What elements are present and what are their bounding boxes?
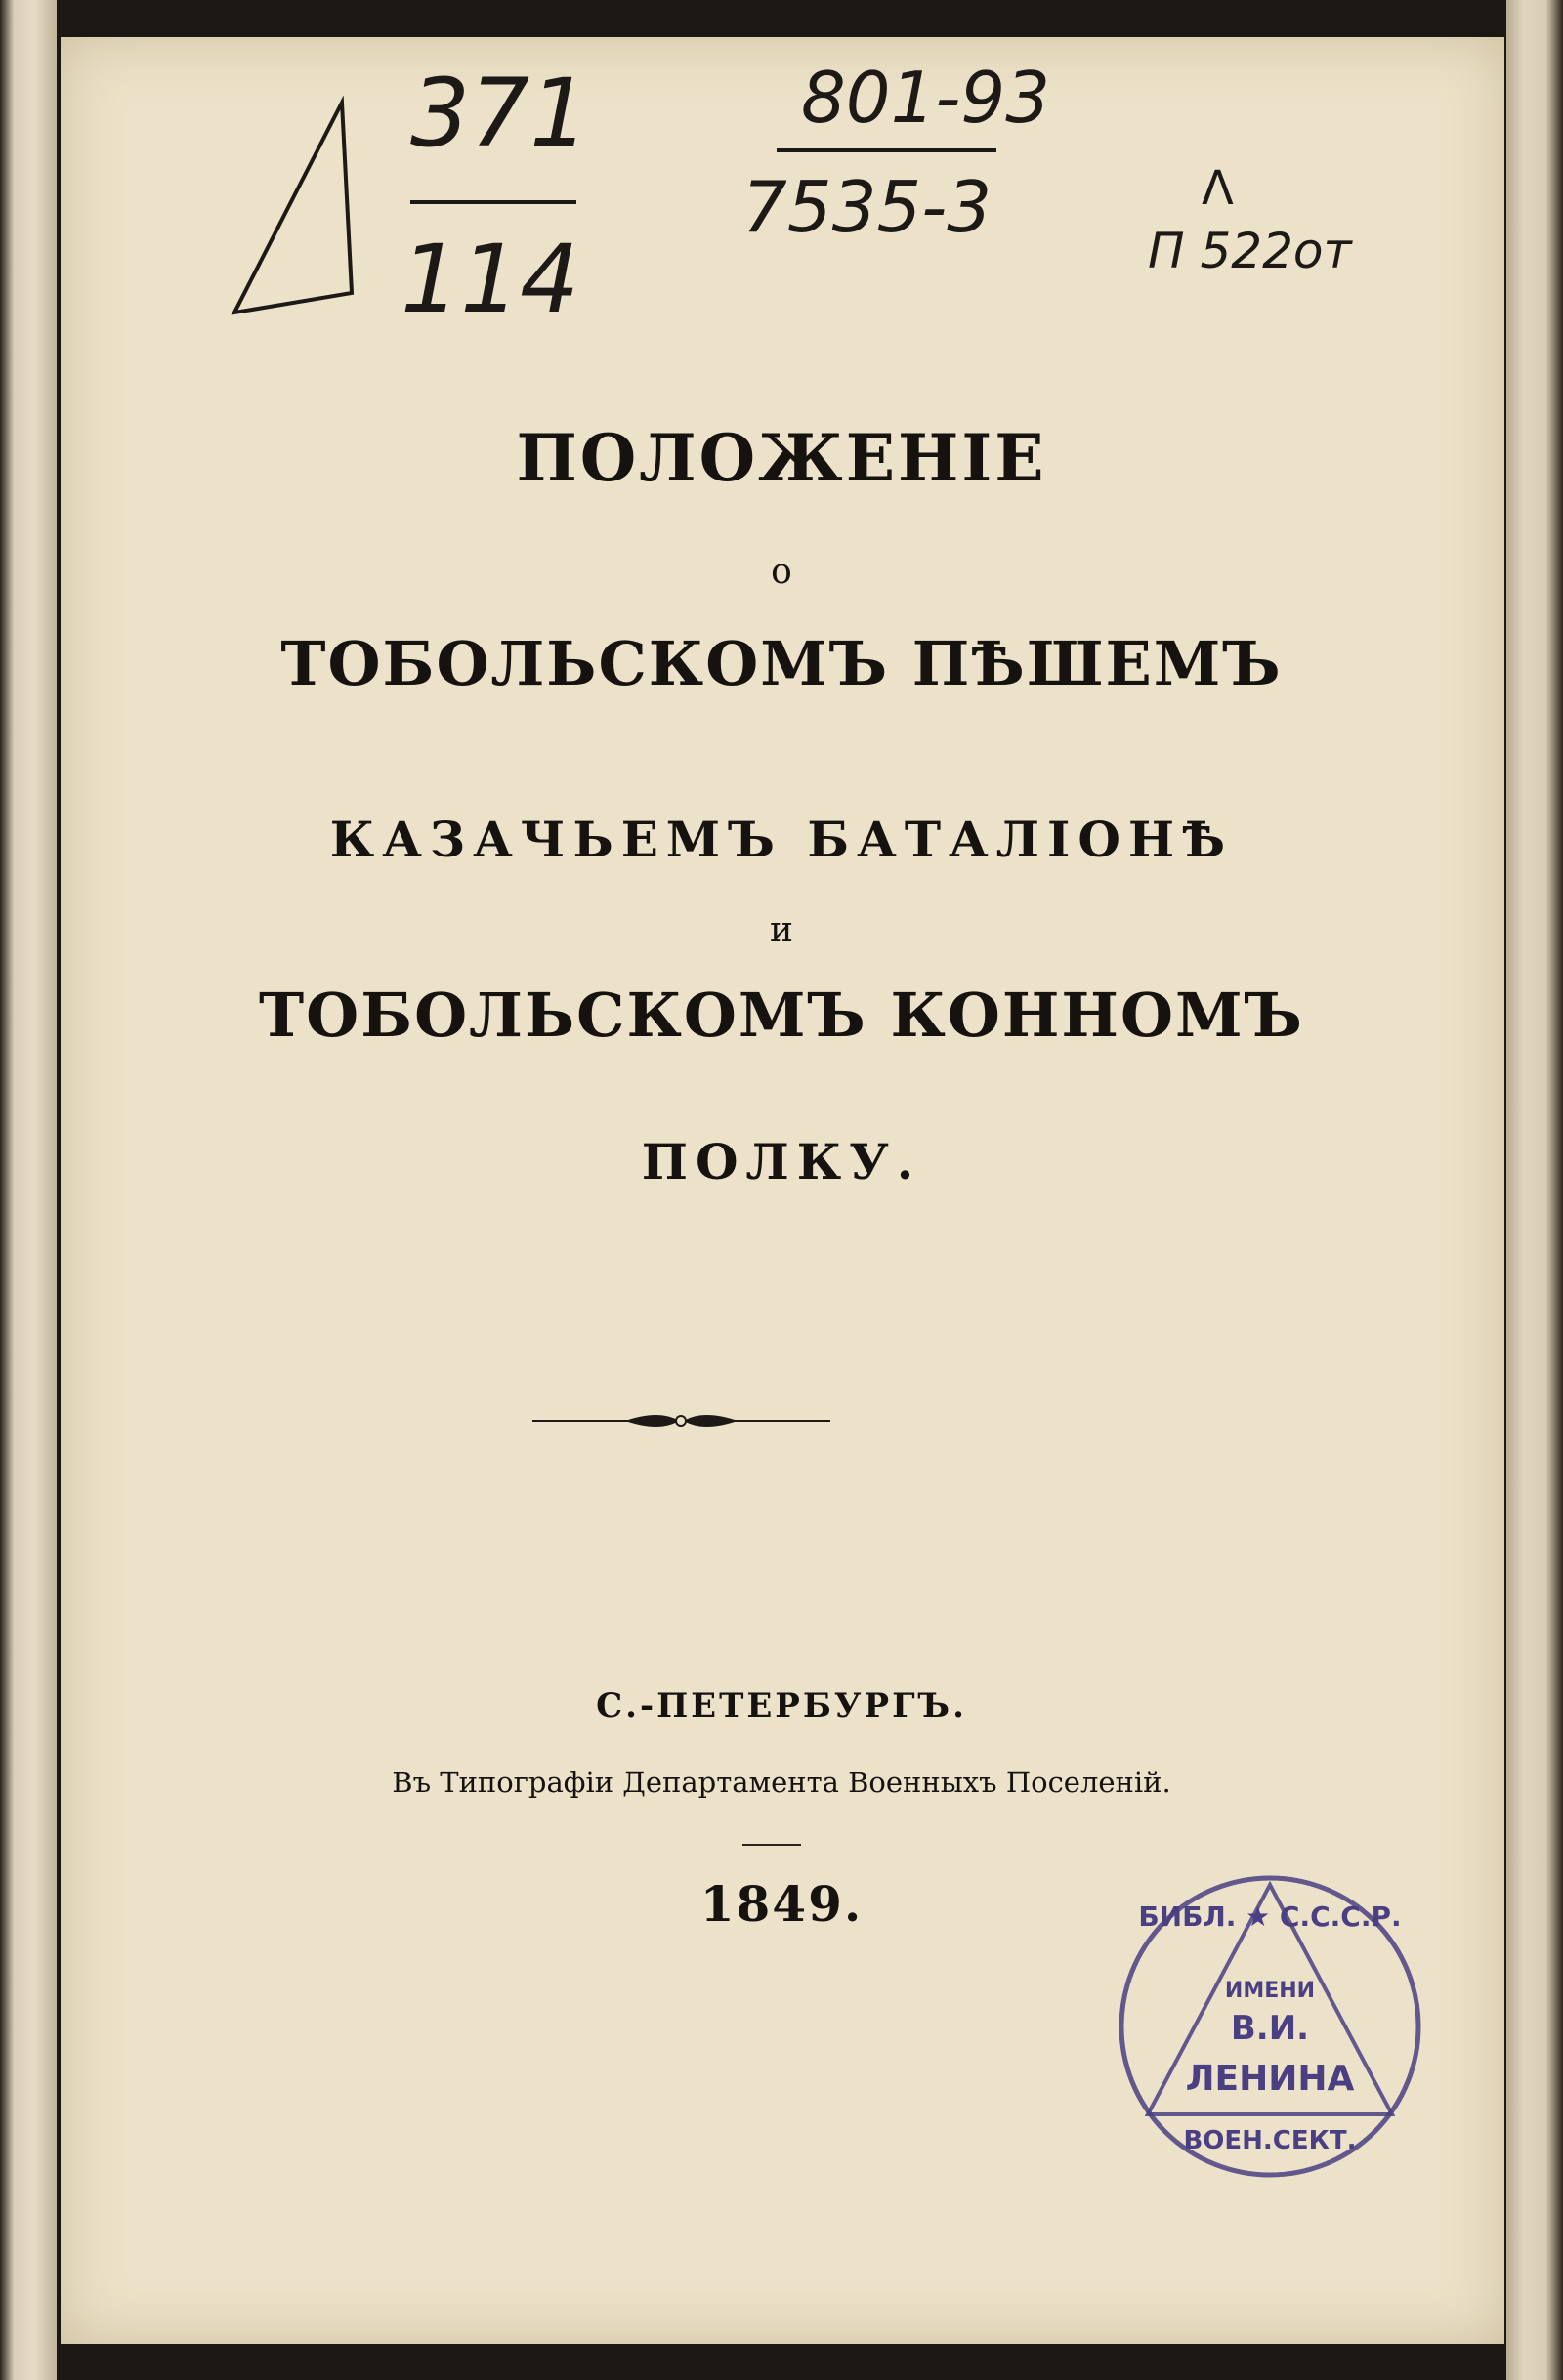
catalog-code: П 522от xyxy=(1148,223,1352,279)
title-heading: ПОЛОЖЕНІЕ xyxy=(516,420,1047,496)
stamp-name: ЛЕНИНА xyxy=(1185,2059,1355,2099)
stamp-initials: В.И. xyxy=(1230,2009,1310,2048)
library-stamp xyxy=(1109,1865,1431,2188)
catalog-mark: Λ xyxy=(1202,161,1234,216)
stamp-imeni: ИМЕНИ xyxy=(1224,1979,1316,2003)
stamp-section: ВОЕН.СЕКТ. xyxy=(1183,2126,1357,2155)
imprint-printer: Въ Типографіи Департамента Военныхъ Поселеній. xyxy=(392,1766,1171,1799)
shelf-mark-top: 371 xyxy=(410,59,590,168)
accession-number-top: 801-93 xyxy=(801,57,1051,139)
accession-number-divider xyxy=(777,148,996,152)
title-line-4: ПОЛКУ. xyxy=(641,1133,922,1190)
accession-number-bottom: 7535-3 xyxy=(742,166,993,248)
ornamental-rule-icon xyxy=(532,1406,830,1436)
stamp-top-text: БИБЛ. ★ С.С.С.Р. xyxy=(1138,1900,1402,1933)
imprint-dash xyxy=(742,1844,801,1846)
shelf-mark-divider xyxy=(410,200,576,204)
imprint-city: С.-ПЕТЕРБУРГЪ. xyxy=(596,1687,967,1726)
connector-o: о xyxy=(771,552,792,592)
title-line-2: КАЗАЧЬЕМЪ БАТАЛІОНѢ xyxy=(329,811,1234,868)
triangle-mark-icon xyxy=(225,93,361,322)
imprint-year: 1849. xyxy=(699,1875,864,1933)
connector-i: и xyxy=(770,910,793,950)
title-line-3: ТОБОЛЬСКОМЪ КОННОМЪ xyxy=(259,980,1304,1051)
title-line-1: ТОБОЛЬСКОМЪ ПѢШЕМЪ xyxy=(280,628,1283,699)
shelf-mark-bottom: 114 xyxy=(401,225,580,334)
